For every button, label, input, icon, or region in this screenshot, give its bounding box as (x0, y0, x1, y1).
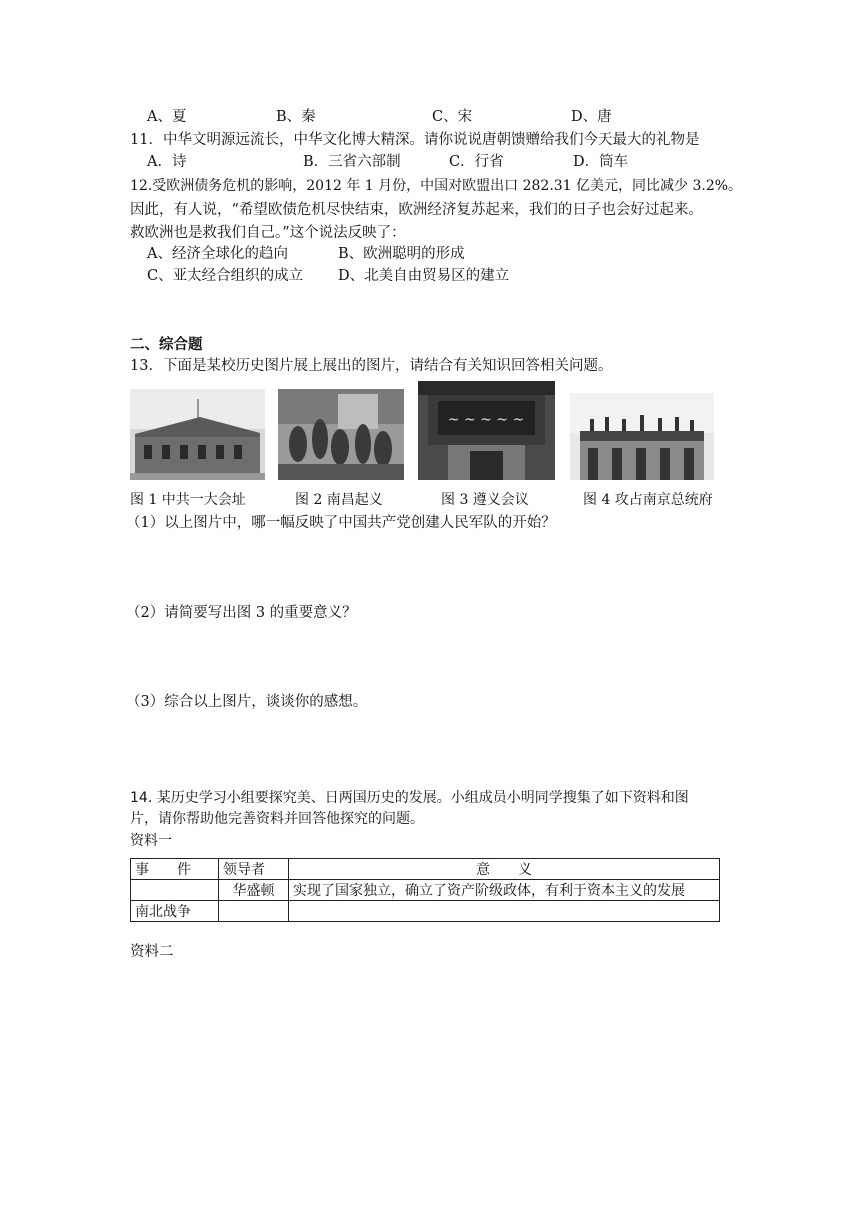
caption-fig3: 图 3 遵义会议 (441, 492, 529, 508)
caption-fig1: 图 1 中共一大会址 (130, 492, 246, 508)
svg-text:~ ~ ~ ~ ~: ~ ~ ~ ~ ~ (447, 412, 525, 428)
q12-line-3: 救欧洲也是救我们自己。”这个说法反映了： (130, 225, 406, 241)
q12-option-b: B、欧洲聪明的形成 (338, 246, 465, 262)
photo-fig3 (418, 381, 555, 480)
q12-option-d: D、北美自由贸易区的建立 (338, 268, 510, 284)
table-cell: 华盛顿 (219, 880, 289, 901)
caption-fig4: 图 4 攻占南京总统府 (583, 492, 713, 508)
table-header-leader: 领导者 (219, 859, 289, 880)
q10-option-b: B、秦 (276, 109, 316, 125)
q11-option-c: C．行省 (449, 154, 504, 170)
table-cell (289, 901, 720, 922)
presidential-palace-icon (570, 393, 714, 480)
q10-option-a: A、夏 (147, 109, 187, 125)
q12-option-a: A、经济全球化的趋向 (147, 246, 288, 262)
q11-option-b: B．三省六部制 (303, 154, 401, 170)
table-cell (219, 901, 289, 922)
q10-option-c: C、宋 (432, 109, 473, 125)
photo-fig1 (130, 389, 265, 480)
material-1-label: 资料一 (130, 833, 172, 849)
table-row (131, 859, 720, 880)
table-cell: 南北战争 (131, 901, 219, 922)
table-header-event: 事 件 (131, 859, 219, 880)
q11-option-d: D．筒车 (573, 154, 629, 170)
material-2-label: 资料二 (130, 944, 174, 960)
section-title: 二、综合题 (130, 336, 203, 353)
q13-sub2: （2）请简要写出图 3 的重要意义？ (126, 605, 357, 621)
caption-fig2: 图 2 南昌起义 (295, 492, 383, 508)
q12-line-1: 12.受欧洲债务危机的影响，2012 年 1 月份，中国对欧盟出口 282.31 亿美元，同比减少 3.2%。 (130, 178, 743, 194)
q13-stem: 13．下面是某校历史图片展上展出的图片，请结合有关知识回答相关问题。 (130, 358, 613, 374)
table-cell: 实现了国家独立，确立了资产阶级政体，有利于资本主义的发展 (289, 880, 720, 901)
q13-sub1: （1）以上图片中，哪一幅反映了中国共产党创建人民军队的开始？ (126, 515, 556, 531)
table-cell (131, 880, 219, 901)
photo-fig4 (570, 393, 714, 480)
table-row (131, 901, 720, 922)
q14-line-1: 14. 某历史学习小组要探究美、日两国历史的发展。小组成员小明同学搜集了如下资料和图 (130, 790, 689, 806)
q12-option-c: C、亚太经合组织的成立 (147, 268, 304, 284)
q11-option-a: A．诗 (147, 154, 187, 170)
table-row (131, 880, 720, 901)
q11-stem: 11．中华文明源远流长，中华文化博大精深。请你说说唐朝馈赠给我们今天最大的礼物是 (130, 132, 700, 148)
material-table (130, 858, 720, 922)
q14-line-2: 片，请你帮助他完善资料并回答他探究的问题。 (130, 811, 424, 827)
q12-line-2: 因此，有人说，“希望欧债危机尽快结束，欧洲经济复苏起来，我们的日子也会好过起来。 (130, 202, 703, 218)
uprising-painting-icon (278, 389, 404, 480)
photo-fig2 (278, 389, 404, 480)
q13-sub3: （3）综合以上图片，谈谈你的感想。 (126, 694, 368, 710)
zunyi-meeting-site-icon (418, 381, 555, 480)
building-photo-icon (130, 389, 265, 480)
table-header-significance: 意 义 (289, 859, 720, 880)
q10-option-d: D、唐 (571, 109, 612, 125)
